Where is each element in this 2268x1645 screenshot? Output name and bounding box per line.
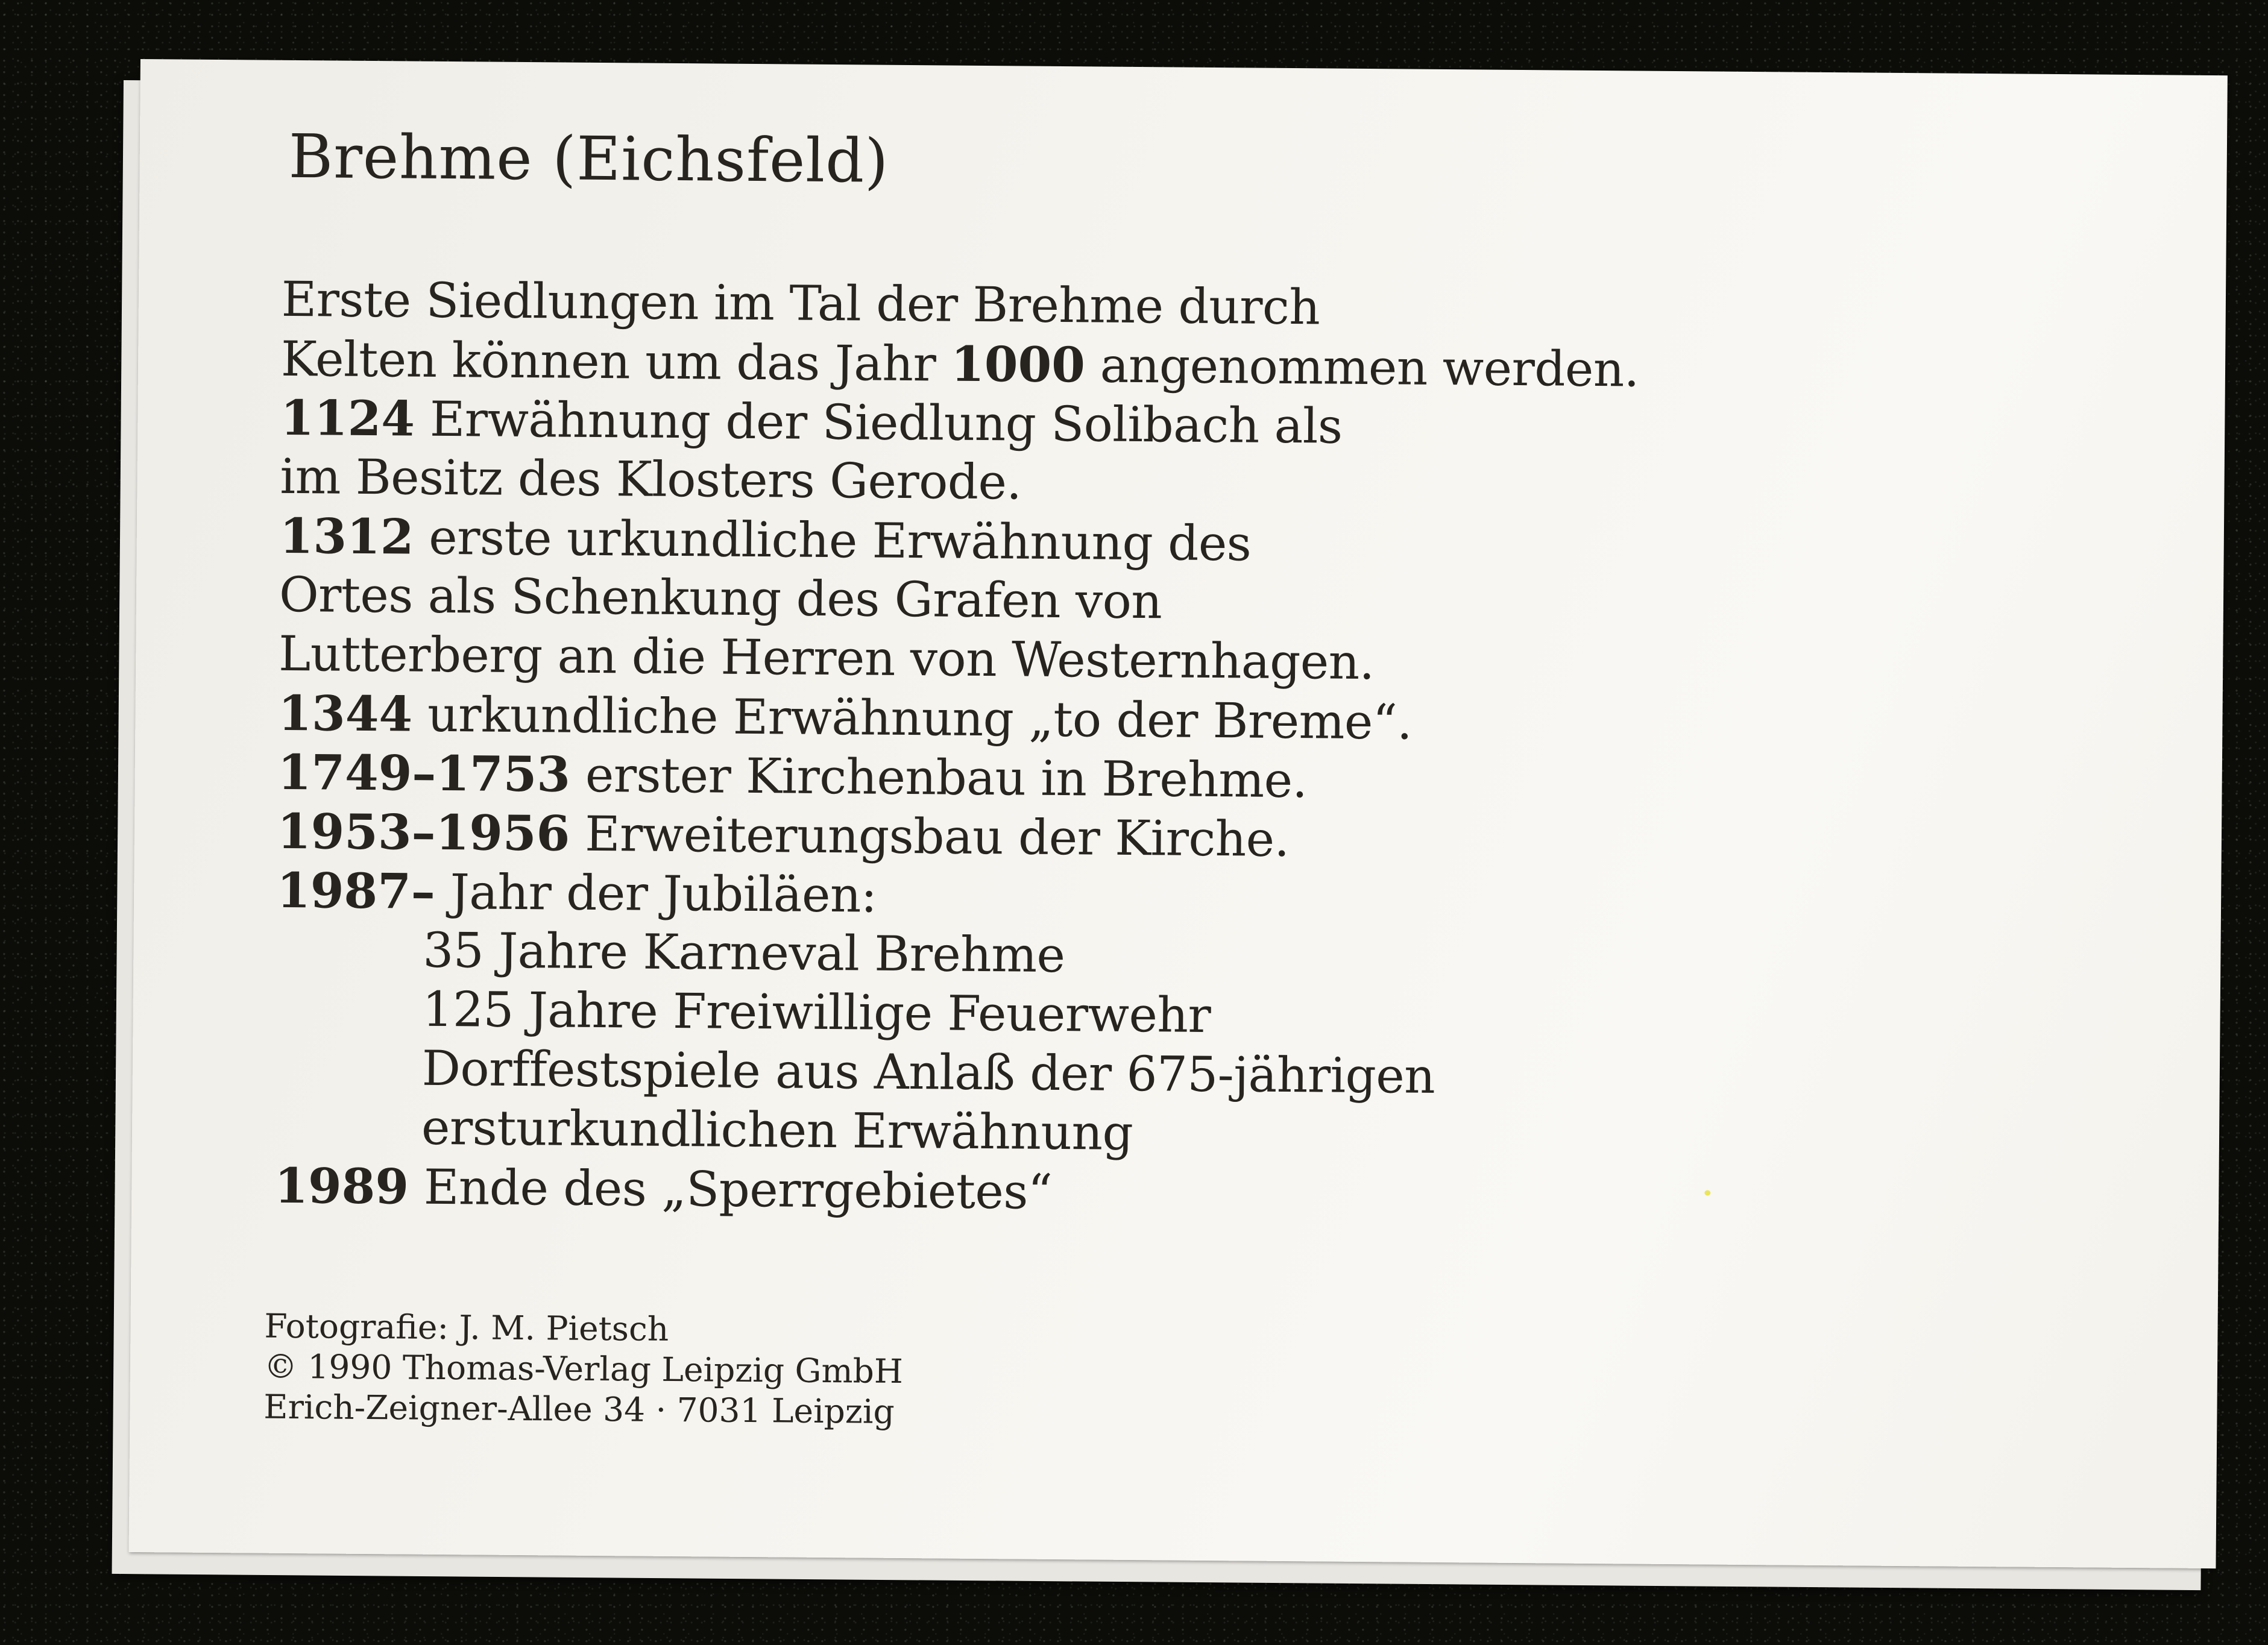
postcard-back xyxy=(129,59,2228,1568)
line-text: Kelten können um das Jahr xyxy=(280,330,951,392)
line-text: im Besitz des Klosters Gerode. xyxy=(280,448,1022,511)
line-text: 125 Jahre Freiwillige Feuerwehr xyxy=(422,981,1211,1043)
chronicle-line xyxy=(276,979,1634,1049)
year-emphasis: 1124 xyxy=(280,389,415,447)
imprint-block xyxy=(263,1306,903,1432)
line-text: urkundliche Erwähnung „to der Breme“. xyxy=(412,686,1413,750)
chronicle-line xyxy=(281,270,1639,340)
chronicle-line xyxy=(281,329,1639,399)
chronicle-text xyxy=(274,270,1640,1226)
line-text: angenommen werden. xyxy=(1085,337,1640,398)
line-text: ersturkundlichen Erwähnung xyxy=(421,1099,1133,1161)
year-emphasis: 1344 xyxy=(278,684,413,743)
year-emphasis: 1953–1956 xyxy=(277,802,570,862)
year-emphasis: 1000 xyxy=(950,335,1086,394)
chronicle-line xyxy=(277,861,1635,931)
imprint-line-address: Erich-Zeigner-Allee 34 · 7031 Leipzig xyxy=(263,1387,895,1431)
chronicle-line xyxy=(277,802,1636,872)
line-text: Erwähnung der Siedlung Solibach als xyxy=(414,391,1343,454)
line-text: Lutterberg an die Herren von Westernhagen. xyxy=(278,625,1375,691)
year-emphasis: 1312 xyxy=(279,507,414,565)
chronicle-line xyxy=(275,1038,1633,1108)
chronicle-line xyxy=(278,684,1636,753)
year-emphasis: 1989 xyxy=(274,1157,409,1215)
chronicle-line xyxy=(279,624,1637,694)
year-emphasis: 1987– xyxy=(276,861,436,920)
line-text: 35 Jahre Karneval Brehme xyxy=(423,922,1065,984)
chronicle-line xyxy=(277,743,1636,813)
chronicle-line xyxy=(276,920,1634,990)
line-text: Dorffestspiele aus Anlaß der 675-jährigen xyxy=(421,1040,1435,1104)
chronicle-line xyxy=(280,388,1639,458)
chronicle-line xyxy=(275,1097,1633,1167)
year-emphasis: 1749–1753 xyxy=(277,743,571,803)
chronicle-line xyxy=(279,565,1637,635)
scan-artifact-dot xyxy=(1704,1190,1710,1195)
line-text: Erste Siedlungen im Tal der Brehme durch xyxy=(281,271,1320,336)
line-text: Ortes als Schenkung des Grafen von xyxy=(279,566,1162,630)
imprint-line-photographer: Fotografie: J. M. Pietsch xyxy=(264,1306,669,1348)
imprint-line-copyright: © 1990 Thomas-Verlag Leipzig GmbH xyxy=(263,1347,904,1391)
chronicle-line xyxy=(279,506,1637,576)
line-text: Erweiterungsbau der Kirche. xyxy=(569,805,1290,868)
line-text: erster Kirchenbau in Brehme. xyxy=(570,746,1308,809)
line-text: erste urkundliche Erwähnung des xyxy=(414,509,1252,572)
card-title: Brehme (Eichsfeld) xyxy=(288,121,889,197)
line-text: Ende des „Sperrgebietes“ xyxy=(408,1159,1053,1220)
line-text: Jahr der Jubiläen: xyxy=(435,863,877,923)
chronicle-line xyxy=(274,1156,1633,1226)
chronicle-line xyxy=(280,447,1638,517)
